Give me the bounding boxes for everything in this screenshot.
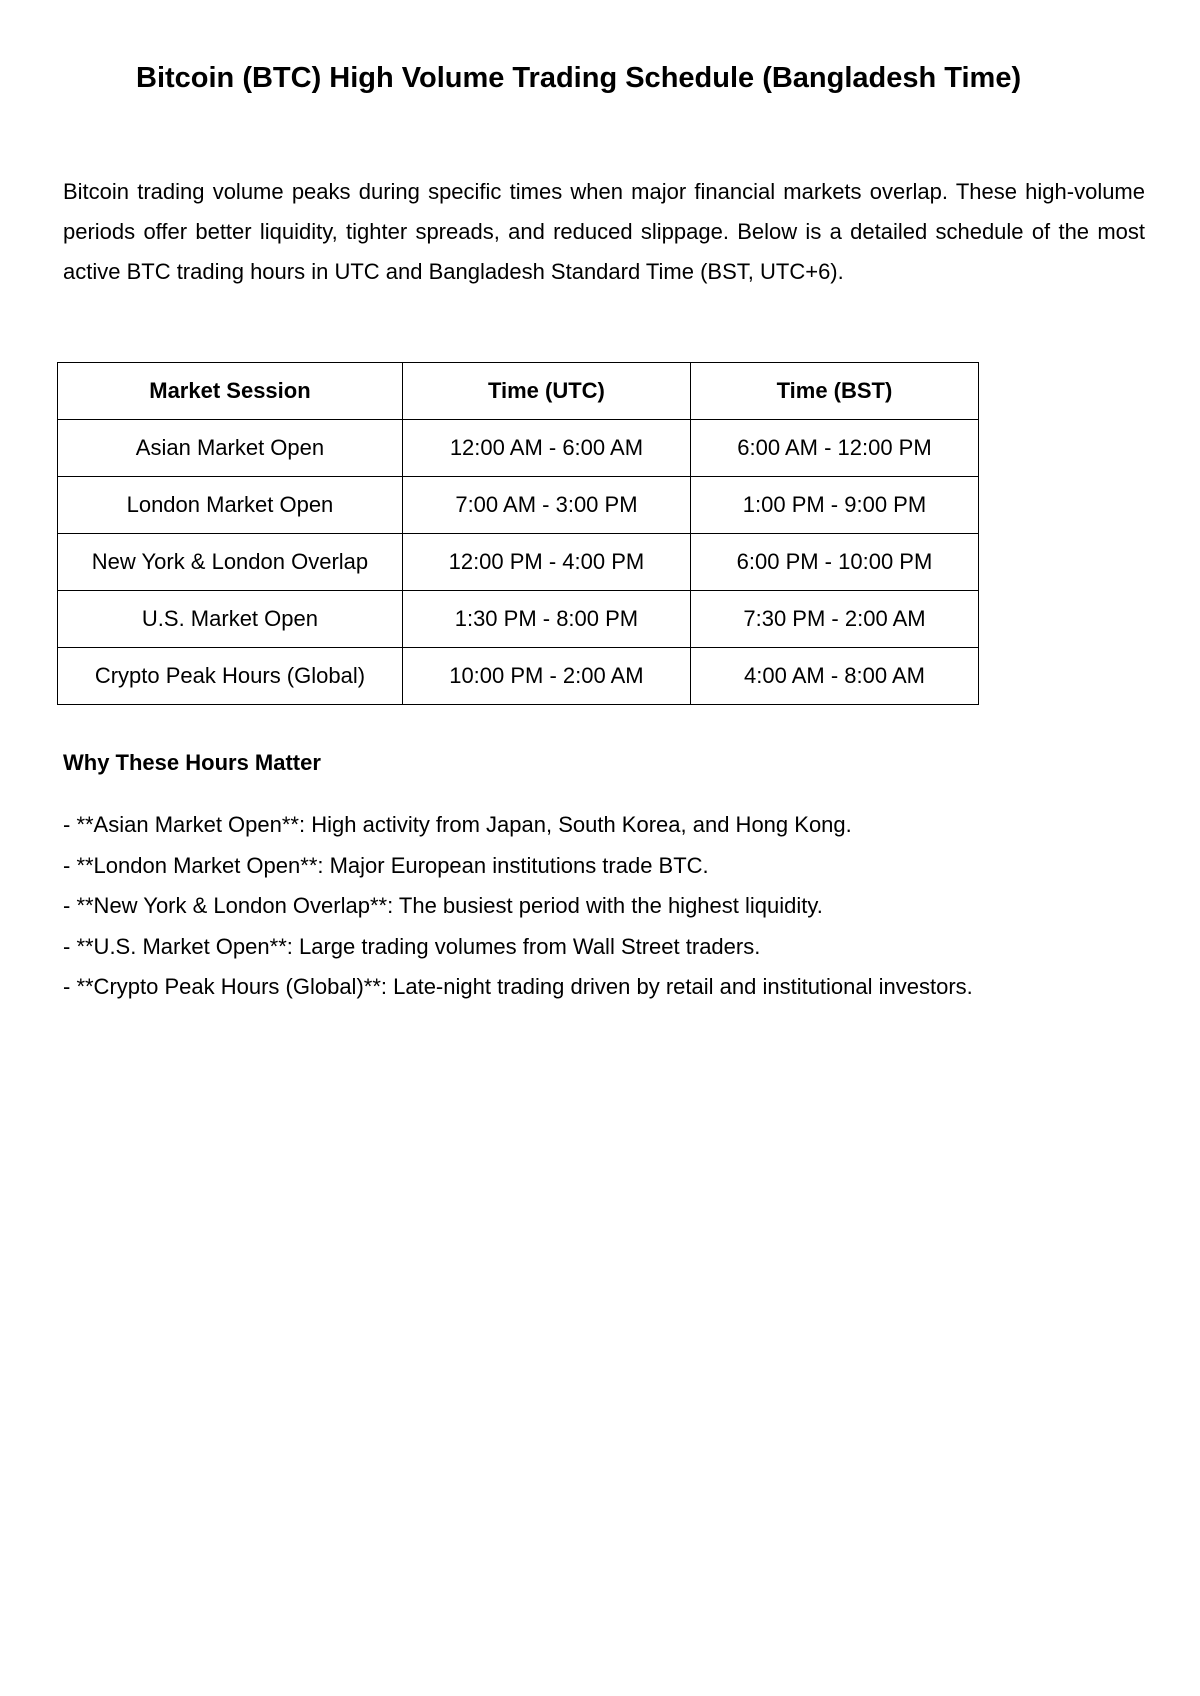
document-title: Bitcoin (BTC) High Volume Trading Schedule (Bangladesh Time) — [136, 62, 1022, 94]
table-row — [58, 420, 979, 477]
header-market-session: Market Session — [58, 363, 403, 420]
intro-paragraph: Bitcoin trading volume peaks during specific times when major financial markets overlap. These high-volume periods offer better liquidity, tighter spreads, and reduced slippage. Below is a detailed schedule of the most active BTC trading hours in UTC and Bangladesh Standard Time (BST, UTC+6). — [63, 179, 1145, 284]
table-row — [58, 591, 979, 648]
header-time-bst: Time (BST) — [690, 363, 978, 420]
header-time-utc: Time (UTC) — [402, 363, 690, 420]
table-row — [58, 477, 979, 534]
cell-utc: 1:30 PM - 8:00 PM — [402, 591, 690, 648]
table-row — [58, 648, 979, 705]
cell-bst: 1:00 PM - 9:00 PM — [690, 477, 978, 534]
list-item: - **U.S. Market Open**: Large trading volumes from Wall Street traders. — [63, 933, 761, 959]
list-item: - **London Market Open**: Major European institutions trade BTC. — [63, 852, 709, 878]
cell-session: Asian Market Open — [58, 420, 403, 477]
cell-utc: 12:00 AM - 6:00 AM — [402, 420, 690, 477]
cell-bst: 6:00 AM - 12:00 PM — [690, 420, 978, 477]
list-item: - **Asian Market Open**: High activity from Japan, South Korea, and Hong Kong. — [63, 812, 852, 837]
cell-bst: 7:30 PM - 2:00 AM — [690, 591, 978, 648]
cell-utc: 7:00 AM - 3:00 PM — [402, 477, 690, 534]
cell-session: Crypto Peak Hours (Global) — [58, 648, 403, 705]
cell-session: New York & London Overlap — [58, 534, 403, 591]
list-item: - **Crypto Peak Hours (Global)**: Late-night trading driven by retail and institutional investors. — [63, 974, 973, 999]
trading-schedule-table — [57, 362, 979, 705]
cell-bst: 4:00 AM - 8:00 AM — [690, 648, 978, 705]
table-row — [58, 534, 979, 591]
cell-utc: 12:00 PM - 4:00 PM — [402, 534, 690, 591]
cell-session: London Market Open — [58, 477, 403, 534]
cell-utc: 10:00 PM - 2:00 AM — [402, 648, 690, 705]
cell-bst: 6:00 PM - 10:00 PM — [690, 534, 978, 591]
why-heading: Why These Hours Matter — [63, 750, 321, 775]
list-item: - **New York & London Overlap**: The busiest period with the highest liquidity. — [63, 893, 823, 918]
why-list — [63, 805, 1163, 1008]
table-header-row — [58, 363, 979, 420]
cell-session: U.S. Market Open — [58, 591, 403, 648]
